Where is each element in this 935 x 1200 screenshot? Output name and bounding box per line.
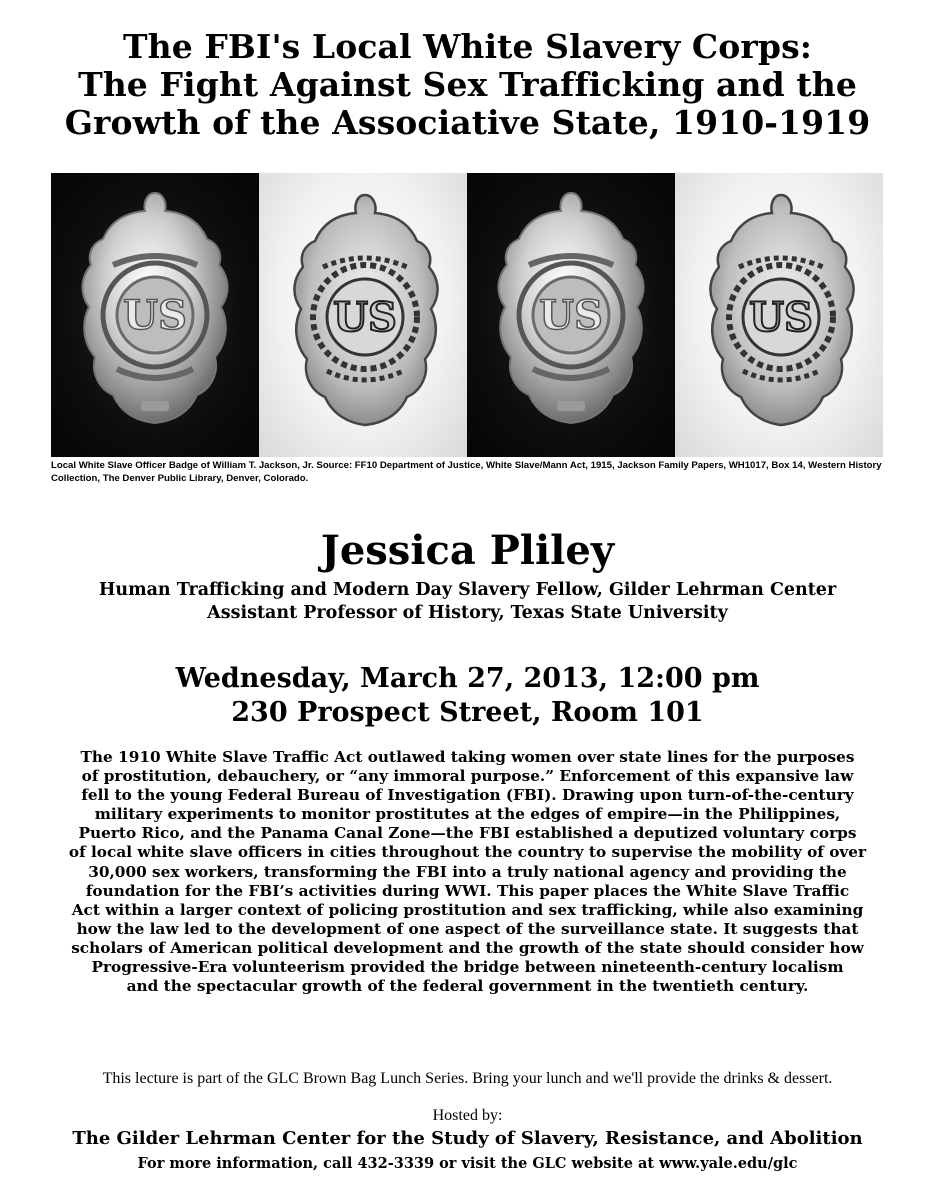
abstract-line: of prostitution, debauchery, or “any immoral purpose.” Enforcement of this expansive law [81, 767, 854, 786]
abstract-line: how the law led to the development of one aspect of the surveillance state. It suggests that [76, 919, 859, 938]
abstract-line: of local white slave officers in cities throughout the country to supervise the mobility of over [68, 843, 867, 862]
affiliation-line-1: Human Trafficking and Modern Day Slavery Fellow, Gilder Lehrman Center [98, 580, 837, 600]
badge-icon [675, 173, 883, 457]
photo-caption: Local White Slave Officer Badge of William T. Jackson, Jr. Source: FF10 Department of Justice, White Slave/Mann Act, 1915, Jackson Family Papers, WH1017, Box 14, Western History Collection, The Denver Public Library, Denver, Colorado. [51, 460, 882, 484]
series-note: This lecture is part of the GLC Brown Bag Lunch Series. Bring your lunch and we'll provide the drinks & dessert. [102, 1070, 833, 1087]
contact-info: For more information, call 432-3339 or visit the GLC website at www.yale.edu/glc [137, 1155, 798, 1172]
svg-text:US: US [539, 292, 603, 339]
abstract-line: and the spectacular growth of the federal government in the twentieth century. [126, 977, 809, 996]
title-line-1: The FBI's Local White Slavery Corps: [122, 27, 813, 66]
badge-photo-4 [675, 173, 883, 457]
badge-photo-strip [51, 173, 883, 457]
abstract-line: Progressive-Era volunteerism provided the bridge between nineteenth-century localism [91, 958, 844, 977]
svg-text:US: US [749, 294, 813, 341]
badge-icon [259, 173, 467, 457]
speaker-name: Jessica Pliley [320, 527, 615, 574]
badge-icon [467, 173, 675, 457]
svg-text:US: US [333, 294, 397, 341]
title-line-3: Growth of the Associative State, 1910-1919 [64, 103, 871, 142]
event-location: 230 Prospect Street, Room 101 [231, 697, 704, 728]
svg-text:US: US [123, 292, 187, 339]
badge-icon [51, 173, 259, 457]
event-details [0, 662, 935, 730]
poster-title [0, 28, 935, 142]
abstract-line: Act within a larger context of policing prostitution and sex trafficking, while also examining [71, 900, 864, 919]
abstract-line: foundation for the FBI’s activities during WWI. This paper places the White Slave Traffic [85, 881, 850, 900]
abstract-line: scholars of American political development and the growth of the state should consider how [71, 938, 864, 957]
badge-photo-2 [259, 173, 467, 457]
abstract-line: Puerto Rico, and the Panama Canal Zone—the FBI established a deputized voluntary corps [78, 824, 857, 843]
title-line-2: The Fight Against Sex Trafficking and the [78, 65, 857, 104]
abstract-line: The 1910 White Slave Traffic Act outlawed taking women over state lines for the purposes [80, 748, 855, 766]
event-datetime: Wednesday, March 27, 2013, 12:00 pm [175, 663, 760, 694]
badge-photo-1 [51, 173, 259, 457]
badge-photo-3 [467, 173, 675, 457]
abstract-line: 30,000 sex workers, transforming the FBI into a truly national agency and providing the [88, 862, 847, 881]
hosted-by-label: Hosted by: [432, 1107, 503, 1124]
speaker-affiliations [0, 579, 935, 625]
abstract-line: fell to the young Federal Bureau of Investigation (FBI). Drawing upon turn-of-the-century [81, 786, 854, 805]
host-center-name: The Gilder Lehrman Center for the Study of Slavery, Resistance, and Abolition [72, 1128, 863, 1149]
abstract [40, 748, 895, 996]
abstract-line: military experiments to monitor prostitutes at the edges of empire—in the Philippines, [94, 805, 841, 824]
affiliation-line-2: Assistant Professor of History, Texas State University [207, 603, 728, 623]
